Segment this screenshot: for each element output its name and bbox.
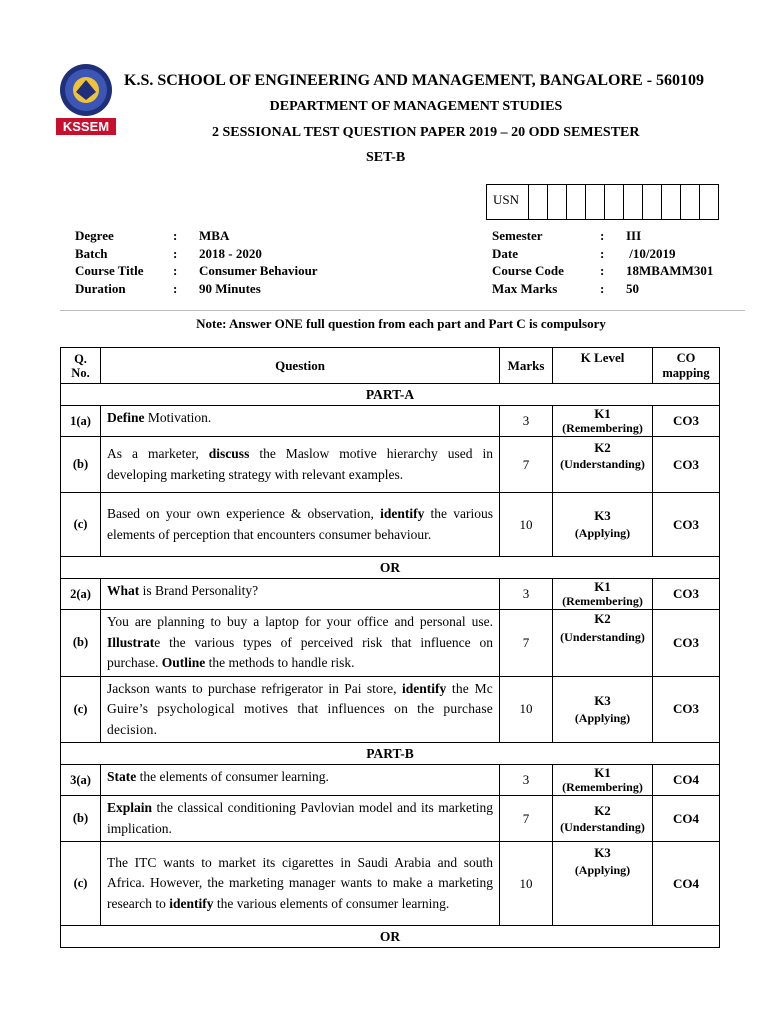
question-number: (b) — [61, 437, 101, 493]
info-left — [75, 227, 318, 297]
school-name: K.S. SCHOOL OF ENGINEERING AND MANAGEMENT, BANGALORE - 560109 — [124, 72, 705, 89]
info-row: Semester : III — [492, 228, 642, 243]
question-text: As a marketer, discuss the Maslow motive hierarchy used in developing marketing strategy with relevant examples. — [101, 437, 500, 493]
marks-value: 3 — [500, 579, 553, 610]
usn-cell[interactable] — [681, 185, 700, 219]
usn-cell[interactable] — [567, 185, 586, 219]
usn-cell[interactable] — [700, 185, 718, 219]
usn-cell[interactable] — [548, 185, 567, 219]
co-mapping: CO3 — [653, 610, 720, 677]
info-row: Max Marks : 50 — [492, 280, 639, 296]
co-mapping: CO4 — [653, 842, 720, 926]
info-row: Duration : 90 Minutes — [75, 280, 261, 296]
co-mapping: CO3 — [653, 676, 720, 743]
part-heading: PART-B — [61, 743, 720, 765]
question-number: 2(a) — [61, 579, 101, 610]
question-text: Jackson wants to purchase refrigerator in Pai store, identify the Mc Guire’s psychological motives that influences on the purchase decision. — [101, 676, 500, 743]
question-table — [60, 347, 720, 948]
question-text: State the elements of consumer learning. — [101, 765, 500, 796]
marks-value: 10 — [500, 842, 553, 926]
divider — [60, 310, 745, 311]
co-mapping: CO3 — [653, 493, 720, 557]
question-number: 1(a) — [61, 406, 101, 437]
question-number: (c) — [61, 493, 101, 557]
part-heading: PART-A — [61, 384, 720, 406]
table-row — [61, 676, 720, 743]
header-question: Question — [101, 348, 500, 384]
k-level: K3 (Applying) — [553, 842, 653, 926]
question-text: Explain the classical conditioning Pavlovian model and its marketing implication. — [101, 796, 500, 842]
table-row — [61, 437, 720, 493]
k-level: K3 (Applying) — [553, 493, 653, 557]
k-level: K3 (Applying) — [553, 676, 653, 743]
usn-cell[interactable] — [643, 185, 662, 219]
table-row — [61, 493, 720, 557]
co-mapping: CO3 — [653, 406, 720, 437]
question-number: 3(a) — [61, 765, 101, 796]
marks-value: 7 — [500, 796, 553, 842]
table-row — [61, 579, 720, 610]
k-level: K1 (Remembering) — [553, 406, 653, 437]
usn-cell[interactable] — [586, 185, 605, 219]
header-klevel: K Level — [553, 348, 653, 384]
co-mapping: CO3 — [653, 579, 720, 610]
table-row — [61, 406, 720, 437]
or-separator: OR — [61, 557, 720, 579]
marks-value: 7 — [500, 437, 553, 493]
question-text: You are planning to buy a laptop for your office and personal use. Illustrate the various types of perceived risk that influence on purchase. Outline the methods to handle risk. — [101, 610, 500, 677]
k-level: K1 (Remembering) — [553, 765, 653, 796]
info-row: Batch : 2018 - 2020 — [75, 245, 262, 261]
usn-label: USN — [487, 185, 529, 219]
instruction-note: Note: Answer ONE full question from each part and Part C is compulsory — [196, 316, 606, 331]
logo-text: KSSEM — [62, 119, 110, 134]
header-qno: Q. No. — [61, 348, 101, 384]
info-row: Course Code : 18MBAMM301 — [492, 263, 714, 278]
usn-box[interactable] — [486, 184, 719, 220]
header-co: CO mapping — [653, 348, 720, 384]
question-number: (c) — [61, 676, 101, 743]
info-row: Date : /10/2019 — [492, 245, 676, 261]
info-right — [492, 227, 713, 297]
question-text: What is Brand Personality? — [101, 579, 500, 610]
table-row — [61, 796, 720, 842]
or-separator: OR — [61, 926, 720, 948]
k-level: K2 (Understanding) — [553, 610, 653, 677]
header-marks: Marks — [500, 348, 553, 384]
usn-cell[interactable] — [624, 185, 643, 219]
info-row: Degree : MBA — [75, 228, 230, 243]
paper-title: 2 SESSIONAL TEST QUESTION PAPER 2019 – 20 ODD SEMESTER — [212, 125, 640, 140]
marks-value: 10 — [500, 676, 553, 743]
question-number: (b) — [61, 796, 101, 842]
table-header-row — [61, 348, 720, 384]
k-level: K2 (Understanding) — [553, 437, 653, 493]
co-mapping: CO4 — [653, 765, 720, 796]
table-row — [61, 765, 720, 796]
co-mapping: CO3 — [653, 437, 720, 493]
info-row: Course Title : Consumer Behaviour — [75, 263, 318, 278]
marks-value: 3 — [500, 765, 553, 796]
question-number: (c) — [61, 842, 101, 926]
marks-value: 3 — [500, 406, 553, 437]
question-number: (b) — [61, 610, 101, 677]
usn-cell[interactable] — [605, 185, 624, 219]
k-level: K1 (Remembering) — [553, 579, 653, 610]
k-level: K2 (Understanding) — [553, 796, 653, 842]
set-label: SET-B — [366, 150, 406, 165]
usn-cell[interactable] — [529, 185, 548, 219]
co-mapping: CO4 — [653, 796, 720, 842]
question-text: The ITC wants to market its cigarettes in Saudi Arabia and south Africa. However, the marketing manager wants to make a marketing research to identify the various elements of consumer learning. — [101, 842, 500, 926]
table-row — [61, 842, 720, 926]
question-text: Define Motivation. — [101, 406, 500, 437]
marks-value: 7 — [500, 610, 553, 677]
department-name: DEPARTMENT OF MANAGEMENT STUDIES — [269, 99, 563, 114]
table-row — [61, 610, 720, 677]
question-text: Based on your own experience & observation, identify the various elements of perception that encounters consumer behaviour. — [101, 493, 500, 557]
marks-value: 10 — [500, 493, 553, 557]
usn-cell[interactable] — [662, 185, 681, 219]
